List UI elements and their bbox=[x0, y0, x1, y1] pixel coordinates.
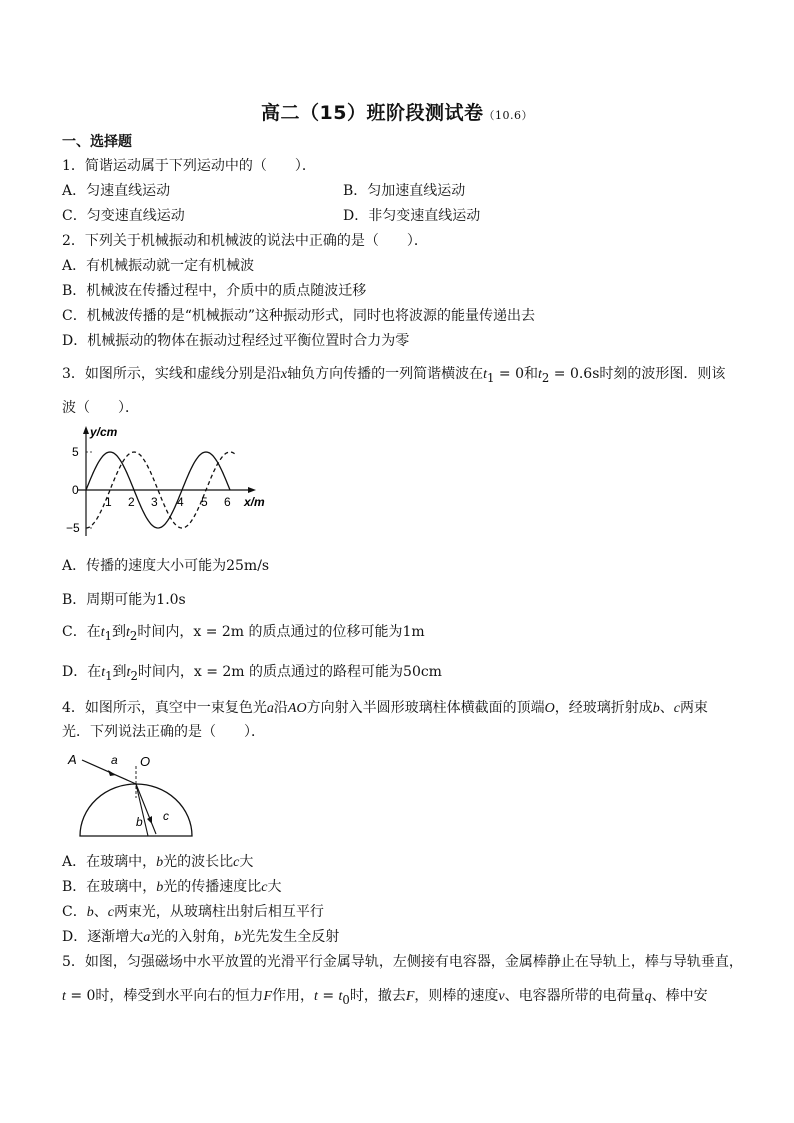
q2-option-a: A．有机械振动就一定有机械波 bbox=[62, 258, 255, 274]
x-tick-6: 6 bbox=[224, 495, 231, 509]
label-O: O bbox=[140, 754, 151, 769]
label-a: a bbox=[111, 753, 118, 767]
q3-option-c: C．在$t_1$到$t_2$时间内，x = 2m 的质点通过的位移可能为1m bbox=[62, 624, 425, 643]
q1-option-b: B．匀加速直线运动 bbox=[343, 183, 466, 199]
q3-option-d: D．在$t_1$到$t_2$时间内，x = 2m 的质点通过的路程可能为50cm bbox=[62, 664, 442, 683]
y-tick-0: 0 bbox=[72, 483, 79, 497]
x-tick-2: 2 bbox=[128, 495, 135, 509]
title-date: （10.6） bbox=[483, 109, 533, 122]
q4-option-b: B．在玻璃中，b光的传播速度比c大 bbox=[62, 879, 282, 895]
q3-stem: 3．如图所示，实线和虚线分别是沿x轴负方向传播的一列简谐横波在$t_1 = 0$和$t_2 = 0.6s$时刻的波形图．则该 bbox=[62, 366, 726, 385]
incident-arrow bbox=[108, 770, 116, 776]
q2-option-b: B．机械波在传播过程中，介质中的质点随波迁移 bbox=[62, 283, 367, 299]
q3-option-a: A．传播的速度大小可能为25m/s bbox=[62, 558, 270, 574]
q2-option-c: C．机械波传播的是“机械振动”这种振动形式，同时也将波源的能量传递出去 bbox=[62, 308, 536, 324]
q4-stem-line2: 光．下列说法正确的是（ ）． bbox=[62, 724, 265, 740]
q1-option-d: D．非匀变速直线运动 bbox=[343, 208, 481, 224]
x-axis-arrow bbox=[248, 487, 256, 493]
q4-option-d: D．逐渐增大a光的入射角，b光先发生全反射 bbox=[62, 929, 340, 945]
q3-wave-graph bbox=[60, 424, 280, 544]
q2-option-d: D．机械振动的物体在振动过程经过平衡位置时合力为零 bbox=[62, 333, 410, 349]
q1-option-a: A．匀速直线运动 bbox=[62, 183, 171, 199]
title-main: 高二（15）班阶段测试卷 bbox=[261, 102, 484, 124]
page-title bbox=[0, 98, 794, 125]
q4-option-a: A．在玻璃中，b光的波长比c大 bbox=[62, 854, 254, 870]
y-tick-5: 5 bbox=[72, 445, 79, 459]
q5-stem-line1: 5．如图，匀强磁场中水平放置的光滑平行金属导轨，左侧接有电容器，金属棒静止在导轨上，棒与导轨垂直， bbox=[62, 954, 743, 970]
label-b: b bbox=[136, 815, 143, 829]
q3-stem-line2: 波（ ）． bbox=[62, 400, 139, 416]
section-heading: 一、选择题 bbox=[62, 134, 132, 150]
q1-option-c: C．匀变速直线运动 bbox=[62, 208, 185, 224]
q1-stem: 1．简谐运动属于下列运动中的（ ）． bbox=[62, 158, 316, 174]
q4-stem: 4．如图所示，真空中一束复色光a沿AO方向射入半圆形玻璃柱体横截面的顶端O，经玻璃折射成b、c两束 bbox=[62, 700, 708, 716]
q5-stem-line2: t = 0时，棒受到水平向右的恒力F作用，$t = t_0$时，撤去F，则棒的速度v、电容器所带的电荷量q、棒中安 bbox=[62, 988, 708, 1007]
x-tick-3: 3 bbox=[151, 495, 158, 509]
q4-glass-diagram bbox=[66, 748, 206, 842]
q3-option-b: B．周期可能为1.0s bbox=[62, 592, 186, 608]
x-tick-5: 5 bbox=[201, 495, 208, 509]
q4-option-c: C．b、c两束光，从玻璃柱出射后相互平行 bbox=[62, 904, 324, 920]
label-A: A bbox=[68, 752, 77, 767]
x-tick-1: 1 bbox=[105, 495, 112, 509]
x-tick-4: 4 bbox=[177, 495, 184, 509]
y-axis-label: y/cm bbox=[90, 425, 118, 439]
q2-stem: 2．下列关于机械振动和机械波的说法中正确的是（ ）． bbox=[62, 233, 428, 249]
y-axis-arrow bbox=[83, 426, 89, 434]
x-axis-label: x/m bbox=[244, 495, 265, 509]
y-tick-neg5: −5 bbox=[66, 521, 80, 535]
label-c: c bbox=[163, 809, 169, 823]
